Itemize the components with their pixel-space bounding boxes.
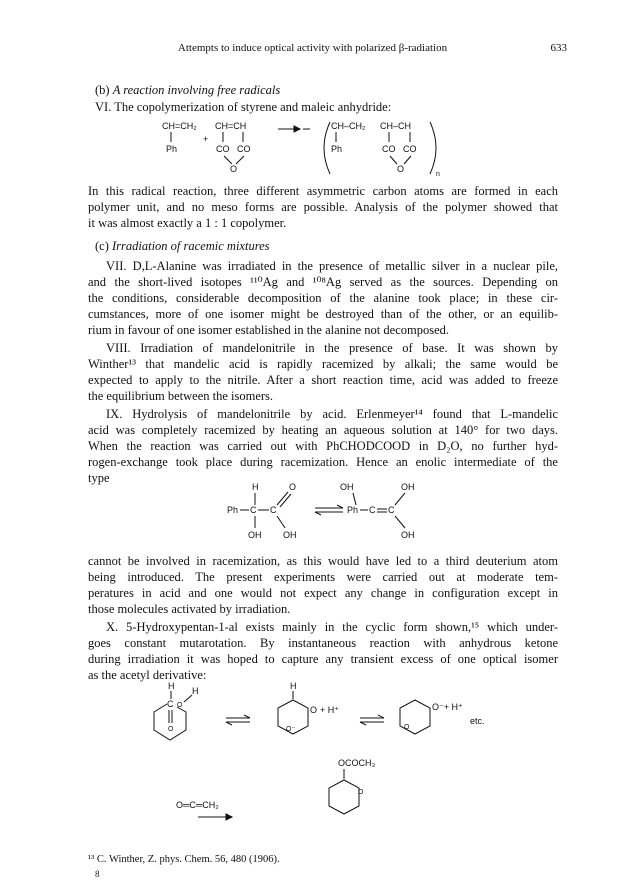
maleic-oxygen-label: O <box>230 164 238 174</box>
copolymer-formula <box>160 118 460 180</box>
keto-hydroxyl-2-label: OH <box>283 530 297 540</box>
para-ix-line-2: acid was completely racemized by heating an aqueous solution at 140° for two days. <box>88 423 558 437</box>
para-x-line-4: as the acetyl derivative: <box>88 668 207 682</box>
enol-hydroxyl-2-label: OH <box>401 482 415 492</box>
aldehyde-oxygen-label: O <box>177 702 183 709</box>
section-b-label: (b) <box>95 83 110 97</box>
para-vi-line-2: polymer unit, and no meso forms are possible. Analysis of the polymer showed that <box>88 200 558 214</box>
polymer-co-right-label: CO <box>403 144 417 154</box>
para-x-line-3: during irradiation it was hoped to capture any transient excess of one optical isomer <box>88 652 558 666</box>
polymer-co-left-label: CO <box>382 144 396 154</box>
footnote-13: ¹³ C. Winther, Z. phys. Chem. 56, 480 (1906). <box>88 854 280 865</box>
para-ix-cont-line-1: cannot be involved in racemization, as this would have led to a third deuterium atom <box>88 554 558 568</box>
etc-label: etc. <box>470 716 485 726</box>
aldehyde-hydrogen-label: H <box>168 681 175 691</box>
section-c-title: Irradiation of racemic mixtures <box>112 239 270 253</box>
polymer-unit-left-label: CH–CH₂ <box>331 121 366 131</box>
section-c-heading <box>95 238 565 254</box>
enol-carbon-1-label: C <box>369 505 376 515</box>
para-vii-line-1: VII. D,L-Alanine was irradiated in the presence of metallic silver in a nuclear pile, <box>106 259 558 273</box>
para-x-line-2: goes constant mutarotation. By instantaneous reaction with anhydrous ketone <box>88 636 558 650</box>
enol-hydroxyl-3-label: OH <box>401 530 415 540</box>
para-vii-line-2: and the short-lived isotopes ¹¹⁰Ag and ¹⁰⁸Ag served as the sources. Depending on <box>88 275 558 289</box>
item-vi-text: VI. The copolymerization of styrene and maleic anhydride: <box>95 100 392 114</box>
enol-phenyl-label: Ph <box>347 505 359 515</box>
ketene-label: O═C═CH₂ <box>176 800 219 810</box>
keto-hydrogen-label: H <box>252 482 259 492</box>
polymer-oxygen-label: O <box>397 164 405 174</box>
signature-mark: 8 <box>95 869 100 879</box>
section-b-heading <box>95 82 565 98</box>
aldehyde-carbon-label: C <box>167 699 174 709</box>
keto-carbon-1-label: C <box>250 505 257 515</box>
keto-oxygen-label: O <box>289 482 297 492</box>
page-header <box>0 42 625 58</box>
hemiacetal-formula <box>140 680 520 840</box>
ring-oxonium-label: O <box>310 705 318 715</box>
section-b-title: A reaction involving free radicals <box>112 83 281 97</box>
para-vii-line-5: rium in favour of one isomer established in the alanine not decomposed. <box>88 323 450 337</box>
para-ix-line-1: IX. Hydrolysis of mandelonitrile by acid. Erlenmeyer¹⁴ found that L-mandelic <box>106 407 558 421</box>
ring-hydrogen-label: H <box>290 681 297 691</box>
running-title: Attempts to induce optical activity with polarized β-radiation <box>177 42 448 54</box>
para-viii-line-1: VIII. Irradiation of mandelonitrile in the presence of base. It was shown by <box>106 341 558 355</box>
polymer-unit-right-label: CH–CH <box>380 121 412 131</box>
keto-carbon-2-label: C <box>270 505 277 515</box>
para-ix-line-4: rogen-exchange took place during racemization. Hence an enolic intermediate of the <box>88 455 558 469</box>
maleic-chain-label: CH=CH <box>215 121 247 131</box>
para-viii-line-2: Winther¹³ that mandelic acid is rapidly racemized by alkali; the same would be <box>88 357 558 371</box>
para-vi-line-1: In this radical reaction, three different asymmetric carbon atoms are formed in each <box>88 184 558 198</box>
alkoxide-oxygen-label: O⁻ <box>286 726 296 733</box>
para-ix-cont-line-4: those molecules activated by irradiation. <box>88 602 291 616</box>
para-ix-line-3: When the reaction was carried out with PhCHODCOOD in D₂O, no further hyd- <box>88 439 558 453</box>
para-ix-line-5: type <box>88 471 110 485</box>
page-number: 633 <box>550 42 567 54</box>
plus-sign-label: + <box>203 134 209 144</box>
alkoxide-proton-label: O⁻+ H⁺ <box>432 702 463 712</box>
styrene-chain-label: CH=CH₂ <box>162 121 197 131</box>
para-vii-line-3: the conditions, considerable decomposition of the alanine took place; in these cir- <box>88 291 558 305</box>
acetal-oxygen-label: O <box>358 789 364 796</box>
enol-carbon-2-label: C <box>388 505 395 515</box>
styrene-phenyl-label: Ph <box>166 144 178 154</box>
section-c-label: (c) <box>95 239 109 253</box>
keto-phenyl-label: Ph <box>227 505 239 515</box>
maleic-co-left-label: CO <box>216 144 230 154</box>
maleic-co-right-label: CO <box>237 144 251 154</box>
repeat-subscript-label: n <box>436 171 440 178</box>
acetoxy-label: OCOCH₃ <box>338 758 376 768</box>
para-ix-cont-line-3: peratures in acid and one would not expect any change in configuration except in <box>88 586 558 600</box>
para-ix-cont-line-2: being introduced. The present experiments were carried out at moderate tem- <box>88 570 558 584</box>
hydroxyl-hydrogen-label: H <box>192 686 199 696</box>
enol-formula <box>225 480 435 548</box>
para-viii-line-3: expected to apply to the nitrile. After a short reaction time, acid was added to freeze <box>88 373 558 387</box>
proton-label: + H⁺ <box>320 705 340 715</box>
para-vi-line-3: it was almost exactly a 1 : 1 copolymer. <box>88 216 287 230</box>
para-x-line-1: X. 5-Hydroxypentan-1-al exists mainly in the cyclic form shown,¹⁵ which under- <box>106 620 558 634</box>
para-viii-line-4: the equilibrium between the isomers. <box>88 389 274 403</box>
polymer-phenyl-label: Ph <box>331 144 343 154</box>
enol-hydroxyl-1-label: OH <box>340 482 354 492</box>
ring-oxygen-label: O <box>404 724 410 731</box>
keto-hydroxyl-1-label: OH <box>248 530 262 540</box>
carbonyl-oxygen-label: O <box>168 726 174 733</box>
para-vii-line-4: cumstances, more of one isomer might be destroyed than of the other, or an equilib- <box>88 307 558 321</box>
